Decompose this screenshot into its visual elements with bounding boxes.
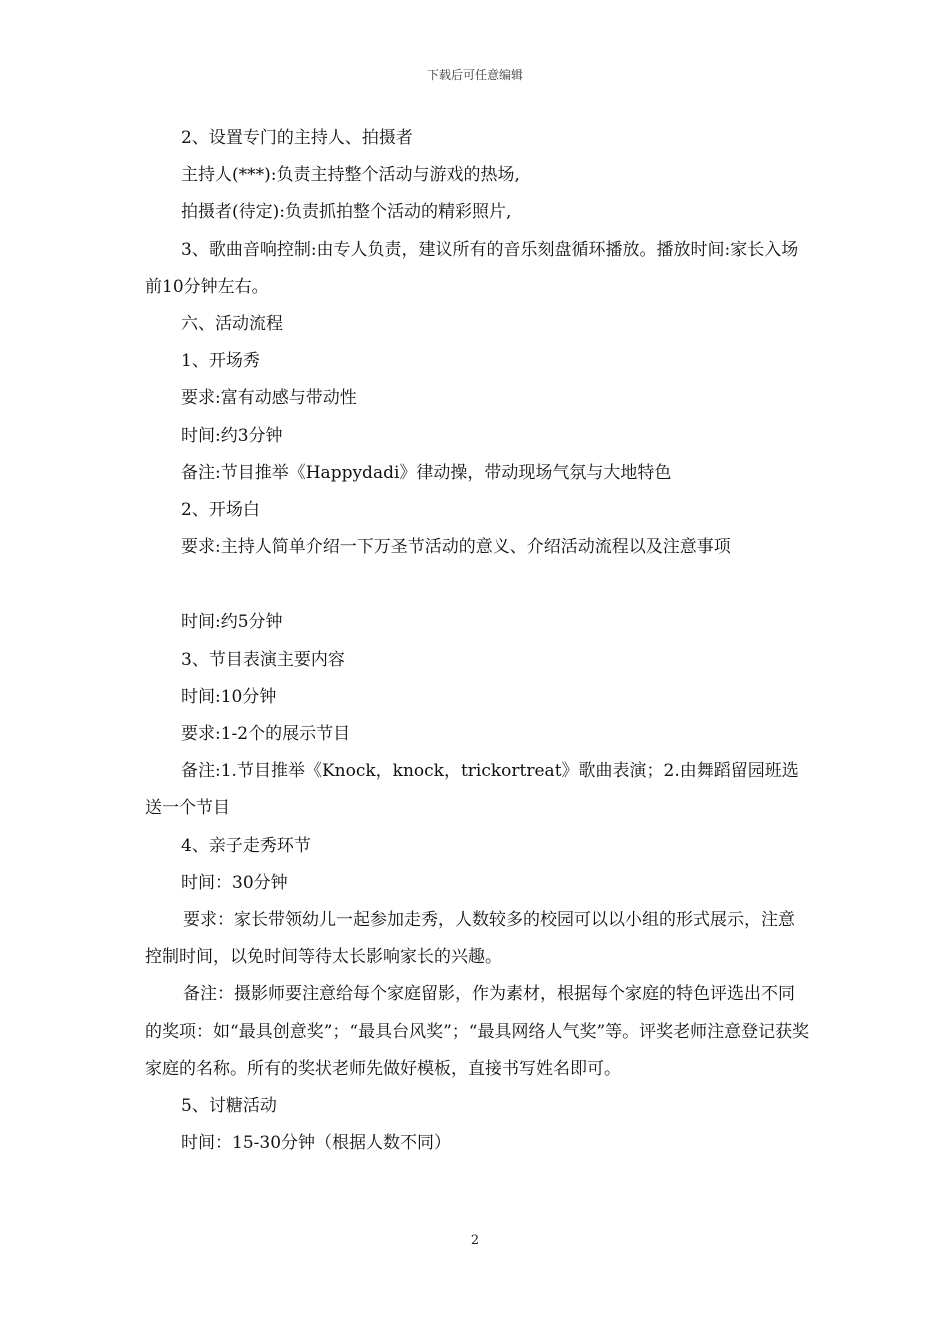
paragraph-candy: 5、讨糖活动	[181, 1096, 277, 1117]
section-heading-process: 六、活动流程	[181, 314, 283, 335]
paragraph-performance: 3、节目表演主要内容	[181, 649, 345, 670]
paragraph-performance-note: 备注:1.节目推举《Knock，knock，trickortreat》歌曲表演；2.由舞蹈留园班选送一个节目	[145, 761, 799, 819]
paragraph-candy-time: 时间：15-30分钟（根据人数不同）	[181, 1133, 452, 1154]
paragraph-performance-time: 时间:10分钟	[181, 686, 277, 707]
paragraph-host-setup: 2、设置专门的主持人、拍摄者	[181, 128, 413, 148]
paragraph-opening-speech: 2、开场白	[181, 500, 260, 521]
paragraph-photographer: 拍摄者(待定):负责抓拍整个活动的精彩照片,	[181, 202, 512, 223]
paragraph-performance-requirement: 要求:1-2个的展示节目	[181, 724, 351, 745]
paragraph-opening-speech-requirement: 要求:主持人简单介绍一下万圣节活动的意义、介绍活动流程以及注意事项	[181, 537, 731, 558]
paragraph-catwalk-requirement: 要求：家长带领幼儿一起参加走秀，人数较多的校园可以以小组的形式展示，注意控制时间，以免时间等待太长影响家长的兴趣。	[145, 910, 795, 968]
paragraph-audio: 3、歌曲音响控制:由专人负责，建议所有的音乐刻盘循环播放。播放时间:家长入场前10分钟左右。	[145, 239, 799, 297]
paragraph-opening-show-time: 时间:约3分钟	[181, 425, 283, 446]
paragraph-opening-show: 1、开场秀	[181, 351, 260, 372]
paragraph-opening-show-note: 备注:节目推举《Happydadi》律动操，带动现场气氛与大地特色	[181, 462, 672, 483]
paragraph-catwalk-time: 时间：30分钟	[181, 872, 288, 893]
page-header: 下载后可任意编辑	[426, 68, 523, 82]
paragraph-opening-speech-time: 时间:约5分钟	[181, 612, 283, 633]
paragraph-catwalk-note: 备注：摄影师要注意给每个家庭留影，作为素材，根据每个家庭的特色评选出不同的奖项：如“最具创意奖”；“最具台风奖”；“最具网络人气奖”等。评奖老师注意登记获奖家庭的名称。所有的奖状老师先做好模板，直接书写姓名即可。	[145, 984, 810, 1079]
paragraph-catwalk: 4、亲子走秀环节	[181, 835, 311, 856]
blank-line	[145, 566, 810, 604]
paragraph-opening-show-requirement: 要求:富有动感与带动性	[181, 388, 357, 409]
paragraph-host: 主持人(***):负责主持整个活动与游戏的热场,	[181, 165, 520, 186]
page-number: 2	[470, 1233, 480, 1248]
document-body	[145, 120, 810, 1162]
